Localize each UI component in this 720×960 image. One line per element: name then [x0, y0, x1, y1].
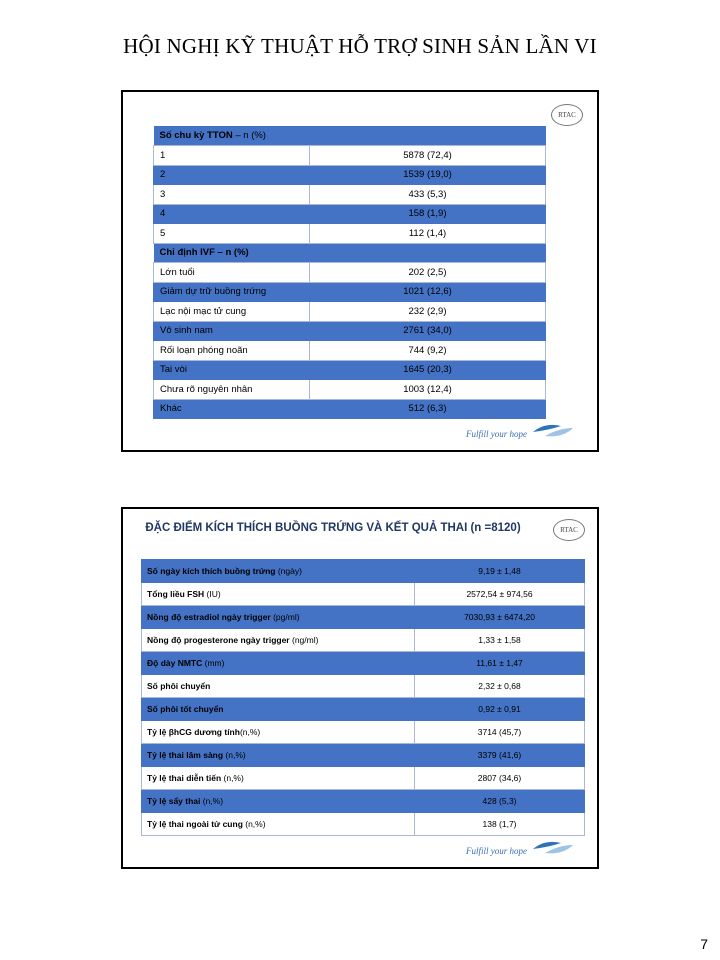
row-label: Tổng liều FSH [147, 589, 205, 599]
row-value: 1021 (12,6) [310, 282, 546, 302]
table-row [154, 165, 546, 185]
row-unit: (mm) [202, 658, 225, 668]
row-value: 11,61 ± 1,47 [415, 652, 585, 675]
row-label: Tai vòi [154, 360, 310, 380]
row-unit: (ngày) [275, 566, 302, 576]
table-row [142, 767, 585, 790]
row-value: 1645 (20,3) [310, 360, 546, 380]
row-label: 4 [154, 204, 310, 224]
table-row [142, 790, 585, 813]
page-number: 7 [700, 936, 708, 952]
slide-footer [466, 839, 575, 857]
table-row [154, 224, 546, 244]
row-value: 2807 (34,6) [415, 767, 585, 790]
tagline: Fulfill your hope [466, 846, 527, 856]
row-value: 232 (2,9) [310, 302, 546, 322]
row-value: 433 (5,3) [310, 185, 546, 205]
row-unit: (IU) [204, 589, 221, 599]
row-label: Tỷ lệ thai diễn tiến [147, 773, 222, 783]
row-label: Tỷ lệ thai ngoài tử cung [147, 819, 243, 829]
row-label: Độ dày NMTC [147, 658, 203, 668]
row-unit: (n,%) [221, 773, 244, 783]
table-row [154, 321, 546, 341]
row-value: 3714 (45,7) [415, 721, 585, 744]
row-label: Nồng độ estradiol ngày trigger [147, 612, 271, 622]
row-value: 202 (2,5) [310, 263, 546, 283]
row-label: 1 [154, 146, 310, 166]
row-label: Lớn tuổi [154, 263, 310, 283]
row-unit: (n,%) [200, 796, 224, 806]
row-value: 7030,93 ± 6474,20 [415, 606, 585, 629]
section-header [154, 126, 546, 146]
table-row [154, 360, 546, 380]
row-unit: (n,%) [242, 819, 266, 829]
row-label: Tỷ lệ βhCG dương tính [147, 727, 240, 737]
row-label: Số phôi tốt chuyển [147, 704, 224, 714]
table-row [142, 560, 585, 583]
row-unit: (n,%) [223, 750, 246, 760]
section-title-bold: Chỉ định IVF – n (%) [154, 243, 546, 263]
row-unit: (n,%) [239, 727, 261, 737]
row-value: 512 (6,3) [310, 399, 546, 419]
row-label: Tỷ lệ thai lâm sàng [147, 750, 224, 760]
slide-title: ĐẶC ĐIỂM KÍCH THÍCH BUỒNG TRỨNG VÀ KẾT QUẢ THAI (n =8120) [145, 522, 521, 534]
row-unit: (ng/ml) [289, 635, 319, 645]
table-row [142, 652, 585, 675]
row-label: 2 [154, 165, 310, 185]
row-label: Khác [154, 399, 310, 419]
row-value: 138 (1,7) [415, 813, 585, 836]
table-row [154, 341, 546, 361]
row-label: Chưa rõ nguyên nhân [154, 380, 310, 400]
leaf-logo-icon [531, 839, 575, 857]
row-value: 1,33 ± 1,58 [415, 629, 585, 652]
table-row [142, 675, 585, 698]
stimulation-outcomes-table [141, 559, 585, 836]
table-row [154, 282, 546, 302]
table-row [154, 399, 546, 419]
section-title-bold: Số chu kỳ TTON [159, 130, 233, 141]
row-value: 2572,54 ± 974,56 [415, 583, 585, 606]
slide-footer [466, 422, 575, 440]
row-value: 2,32 ± 0,68 [415, 675, 585, 698]
table-row [142, 583, 585, 606]
table-row [154, 185, 546, 205]
table-row [142, 744, 585, 767]
row-label: Số ngày kích thích buồng trứng [147, 566, 276, 576]
page-title: HỘI NGHỊ KỸ THUẬT HỖ TRỢ SINH SẢN LẦN VI [123, 34, 597, 58]
leaf-logo-icon [531, 422, 575, 440]
slide-stimulation-outcomes [121, 507, 599, 869]
row-unit: (pg/ml) [270, 612, 300, 622]
tagline: Fulfill your hope [466, 429, 527, 439]
row-value: 1539 (19,0) [310, 165, 546, 185]
table-row [142, 606, 585, 629]
row-value: 3379 (41,6) [415, 744, 585, 767]
row-label: Giảm dự trữ buồng trứng [154, 282, 310, 302]
section-header [154, 243, 546, 263]
table-row [154, 204, 546, 224]
cycles-indications-table [153, 126, 546, 419]
row-label: Vô sinh nam [154, 321, 310, 341]
row-value: 2761 (34,0) [310, 321, 546, 341]
table-row [142, 698, 585, 721]
row-value: 0,92 ± 0,91 [415, 698, 585, 721]
slide-ivf-indications [121, 90, 599, 452]
row-label: Tỷ lệ sẩy thai [147, 796, 201, 806]
section-title-rest: – n (%) [232, 130, 266, 141]
row-label: Nồng độ progesterone ngày trigger [147, 635, 290, 645]
row-label: Rối loạn phóng noãn [154, 341, 310, 361]
row-value: 9,19 ± 1,48 [415, 560, 585, 583]
rtac-logo: RTAC [551, 104, 583, 126]
rtac-logo: RTAC [553, 519, 585, 541]
row-value: 5878 (72,4) [310, 146, 546, 166]
table-row [154, 302, 546, 322]
table-row [154, 146, 546, 166]
row-label: 5 [154, 224, 310, 244]
row-value: 158 (1,9) [310, 204, 546, 224]
row-value: 428 (5,3) [415, 790, 585, 813]
row-label: Số phôi chuyển [147, 681, 211, 691]
table-row [142, 629, 585, 652]
row-label: 3 [154, 185, 310, 205]
table-row [142, 721, 585, 744]
table-row [154, 263, 546, 283]
row-label: Lạc nội mạc tử cung [154, 302, 310, 322]
table-row [142, 813, 585, 836]
row-value: 1003 (12,4) [310, 380, 546, 400]
row-value: 744 (9,2) [310, 341, 546, 361]
table-row [154, 380, 546, 400]
row-value: 112 (1,4) [310, 224, 546, 244]
